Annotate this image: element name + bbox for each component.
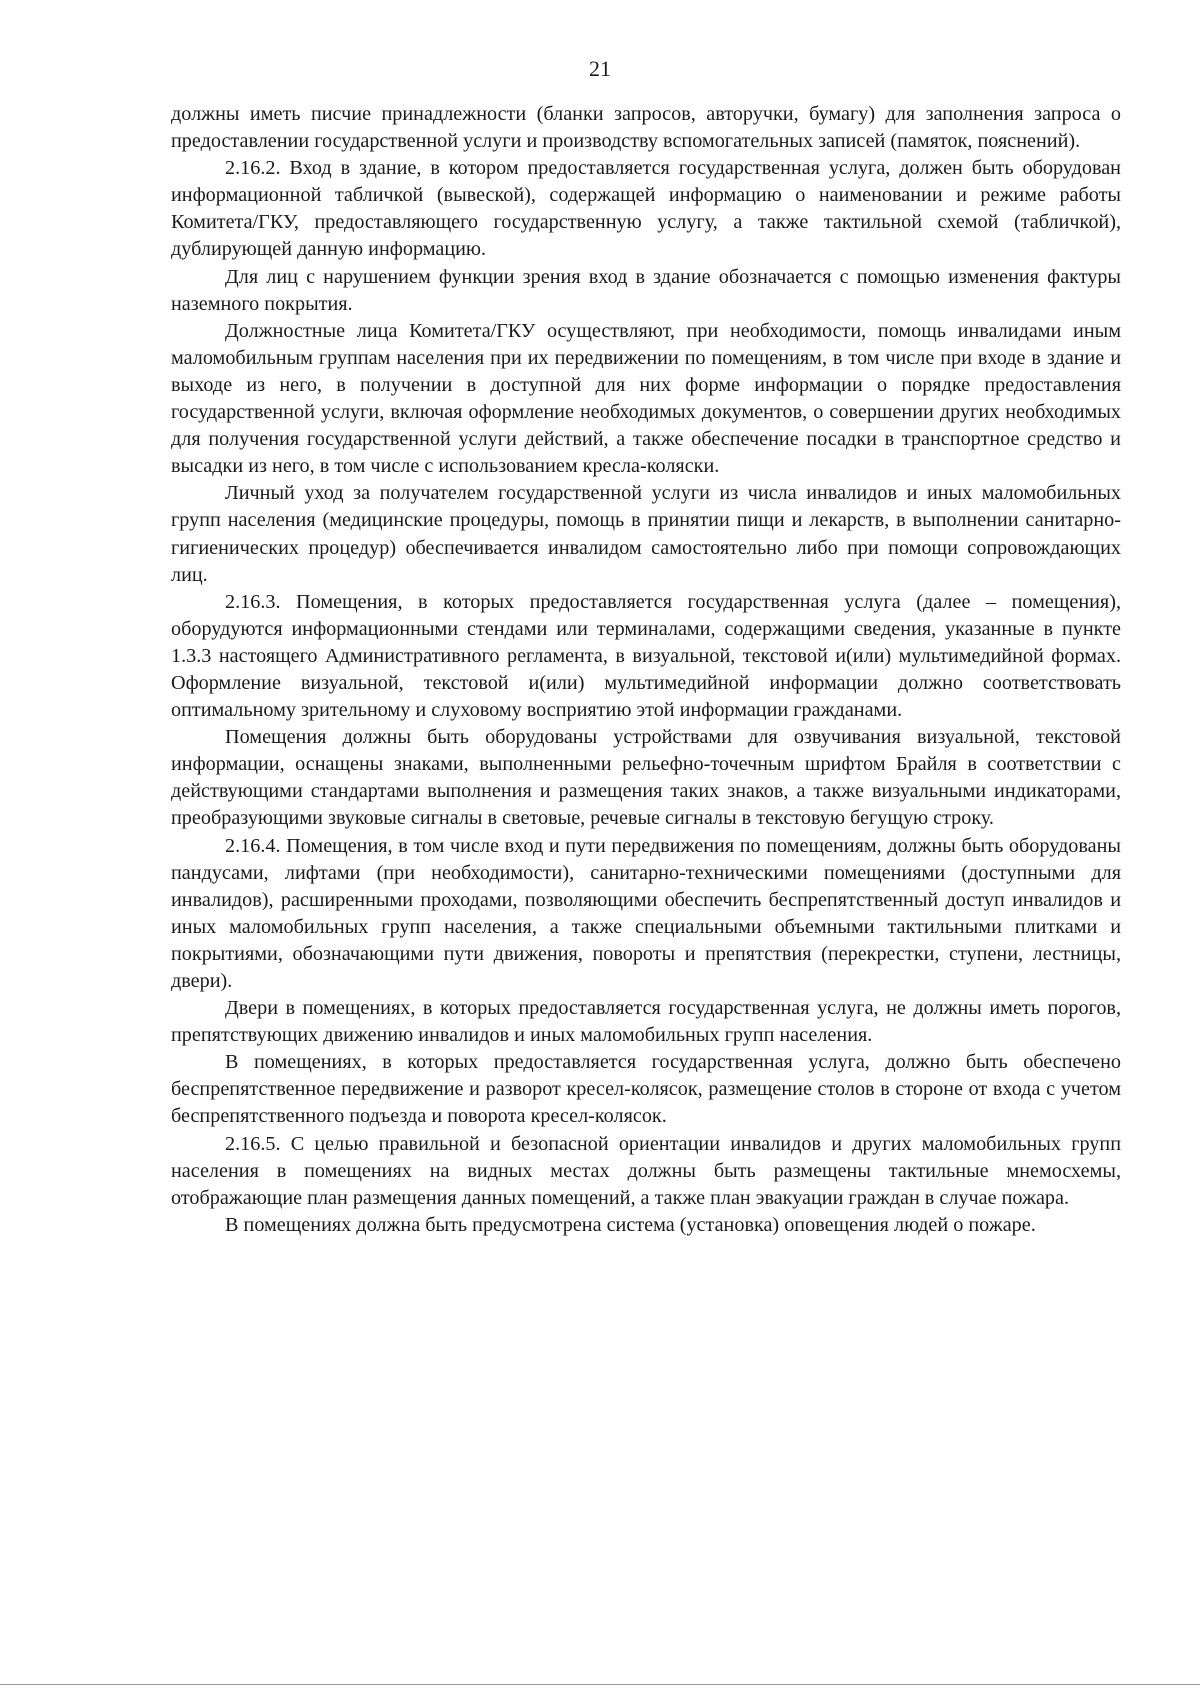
paragraph: 2.16.3. Помещения, в которых предоставляется государственная услуга (далее – помещения), оборудуются информационными стендами или терминалами, содержащими сведения, указанные в пункте 1.3.3 настоящего Административного регламента, в визуальной, текстовой и(или) мультимедийной формах. Оформление визуальной, текстовой и(или) мультимедийной информации должно соответствовать оптимальному зрительному и слуховому восприятию этой информации гражданами. [171, 590, 1121, 722]
page-number: 21 [589, 56, 611, 81]
page-bottom-edge [0, 1684, 1200, 1685]
paragraph: 2.16.2. Вход в здание, в котором предоставляется государственная услуга, должен быть оборудован информационной табличкой (вывеской), содержащей информацию о наименовании и режиме работы Комитета/ГКУ, предоставляющего государственную услугу, а также тактильной схемой (табличкой), дублирующей данную информацию. [171, 157, 1121, 261]
paragraph: Помещения должны быть оборудованы устройствами для озвучивания визуальной, текстовой информации, оснащены знаками, выполненными рельефно-точечным шрифтом Брайля в соответствии с действующими стандартами выполнения и размещения таких знаков, а также визуальными индикаторами, преобразующими звуковые сигналы в световые, речевые сигналы в текстовую бегущую строку. [171, 726, 1121, 830]
paragraph: 2.16.4. Помещения, в том числе вход и пути передвижения по помещениям, должны быть оборудованы пандусами, лифтами (при необходимости), санитарно-техническими помещениями (доступными для инвалидов), расширенными проходами, позволяющими обеспечить беспрепятственный доступ инвалидов и иных маломобильных групп населения, а также специальными объемными тактильными плитками и покрытиями, обозначающими пути движения, повороты и препятствия (перекрестки, ступени, лестницы, двери). [171, 834, 1121, 992]
paragraph: Личный уход за получателем государственной услуги из числа инвалидов и иных маломобильных групп населения (медицинские процедуры, помощь в принятии пищи и лекарств, в выполнении санитарно-гигиенических процедур) обеспечивается инвалидом самостоятельно либо при помощи сопровождающих лиц. [171, 482, 1121, 586]
paragraph: должны иметь писчие принадлежности (бланки запросов, авторучки, бумагу) для заполнения запроса о предоставлении государственной услуги и производству вспомогательных записей (памяток, пояснений). [171, 103, 1121, 153]
paragraph: В помещениях, в которых предоставляется государственная услуга, должно быть обеспечено беспрепятственное передвижение и разворот кресел-колясок, размещение столов в стороне от входа с учетом беспрепятственного подъезда и поворота кресел-колясок. [171, 1051, 1121, 1128]
paragraph: Двери в помещениях, в которых предоставляется государственная услуга, не должны иметь порогов, препятствующих движению инвалидов и иных маломобильных групп населения. [171, 997, 1121, 1047]
document-body [171, 101, 1121, 1239]
paragraph: Должностные лица Комитета/ГКУ осуществляют, при необходимости, помощь инвалидами иным маломобильным группам населения при их передвижении по помещениям, в том числе при входе в здание и выходе из него, в получении в доступной для них форме информации о порядке предоставления государственной услуги, включая оформление необходимых документов, о совершении других необходимых для получения государственной услуги действий, а также обеспечение посадки в транспортное средство и высадки из него, в том числе с использованием кресла-коляски. [171, 319, 1121, 478]
paragraph: В помещениях должна быть предусмотрена система (установка) оповещения людей о пожаре. [225, 1213, 1036, 1236]
paragraph: 2.16.5. С целью правильной и безопасной ориентации инвалидов и других маломобильных групп населения в помещениях на видных местах должны быть размещены тактильные мнемосхемы, отображающие план размещения данных помещений, а также план эвакуации граждан в случае пожара. [171, 1132, 1121, 1209]
paragraph: Для лиц с нарушением функции зрения вход в здание обозначается с помощью изменения фактуры наземного покрытия. [171, 265, 1121, 315]
